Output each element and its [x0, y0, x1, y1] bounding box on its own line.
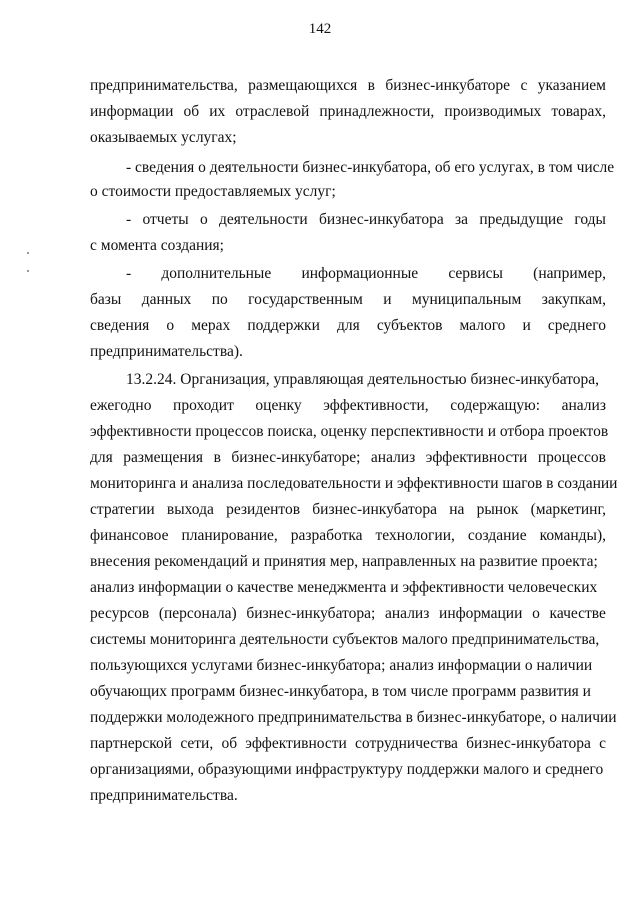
- text-line: [90, 316, 606, 336]
- text-line: [90, 76, 606, 96]
- word: указанием: [537, 77, 606, 94]
- text-line: с момента создания;: [90, 237, 224, 254]
- word: товарах,: [551, 103, 606, 120]
- text-line: о стоимости предоставляемых услуг;: [90, 183, 336, 200]
- word: данных: [141, 291, 192, 308]
- text-line: предпринимательства).: [90, 343, 243, 360]
- word: информации: [439, 605, 523, 622]
- text-line: [90, 526, 606, 546]
- word: в: [367, 77, 375, 94]
- word: финансовое: [90, 527, 169, 544]
- text-line: [90, 290, 606, 310]
- word: бизнес-инкубаторе: [385, 77, 511, 94]
- word: эффективности,: [323, 397, 429, 414]
- word: партнерской: [90, 735, 173, 752]
- word: сведения: [90, 317, 150, 334]
- text-line: [90, 604, 606, 624]
- word: сервисы: [448, 265, 503, 282]
- word: об: [183, 103, 200, 120]
- text-line: обучающих программ бизнес-инкубатора, в том числе программ развития и: [90, 683, 591, 700]
- word: бизнес-инкубатора: [312, 501, 437, 518]
- word: в: [213, 449, 221, 466]
- word: качестве: [549, 605, 606, 622]
- text-line: эффективности процессов поиска, оценку перспективности и отбора проектов: [90, 423, 609, 440]
- text-line: [90, 102, 606, 122]
- word: анализ: [385, 605, 430, 622]
- word: эффективности: [425, 449, 528, 466]
- word: информации: [90, 103, 174, 120]
- word: малого: [459, 317, 506, 334]
- word: базы: [90, 291, 122, 308]
- text-line: [126, 264, 606, 284]
- text-line: пользующихся услугами бизнес-инкубатора; анализ информации о наличии: [90, 657, 593, 674]
- word: о: [166, 317, 175, 334]
- word: создание: [467, 527, 527, 544]
- word: анализ: [370, 449, 416, 466]
- word: за: [455, 211, 469, 228]
- word: на: [449, 501, 465, 518]
- text-line: поддержки молодежного предпринимательства в бизнес-инкубаторе, о наличии: [90, 709, 617, 726]
- word: ежегодно: [90, 397, 152, 414]
- word: процессов: [537, 449, 606, 466]
- word: деятельности: [219, 211, 308, 228]
- word: команды),: [539, 527, 606, 544]
- word: анализ: [561, 397, 606, 414]
- word: размещения: [123, 449, 204, 466]
- word: оценку: [255, 397, 302, 414]
- word: размещающихся: [248, 77, 358, 94]
- word: о: [532, 605, 540, 622]
- word: отчеты: [142, 211, 189, 228]
- word: рынок: [476, 501, 519, 518]
- text-line: [90, 734, 606, 754]
- word: и: [522, 317, 531, 334]
- text-line: внесения рекомендаций и принятия мер, направленных на развитие проекта;: [90, 553, 598, 570]
- word: дополнительные: [161, 265, 272, 282]
- text-line: оказываемых услугах;: [90, 129, 237, 146]
- text-line: - сведения о деятельности бизнес-инкубатора, об его услугах, в том числе: [126, 159, 615, 176]
- word: бизнес-инкубатора;: [246, 605, 376, 622]
- text-line: [126, 210, 606, 230]
- word: годы: [574, 211, 606, 228]
- text-line: организациями, образующими инфраструктуру поддержки малого и среднего: [90, 761, 604, 778]
- word: резидентов: [226, 501, 301, 518]
- word: производимых: [444, 103, 542, 120]
- word: сети,: [180, 735, 214, 752]
- word: с: [599, 735, 606, 752]
- word: муниципальным: [411, 291, 522, 308]
- word: планирование,: [181, 527, 278, 544]
- word: бизнес-инкубаторе;: [231, 449, 361, 466]
- word: информационные: [301, 265, 419, 282]
- word: бизнес-инкубатора: [319, 211, 444, 228]
- text-line: анализ информации о качестве менеджмента и эффективности человеческих: [90, 579, 598, 596]
- scan-mark: [27, 252, 29, 254]
- word: -: [126, 265, 132, 282]
- word: поддержки: [247, 317, 320, 334]
- word: и: [383, 291, 392, 308]
- word: по: [211, 291, 228, 308]
- word: мерах: [191, 317, 231, 334]
- word: для: [336, 317, 360, 334]
- word: предпринимательства,: [90, 77, 238, 94]
- word: бизнес-инкубатора: [466, 735, 591, 752]
- word: их: [209, 103, 226, 120]
- word: субъектов: [376, 317, 443, 334]
- text-line: [90, 396, 606, 416]
- text-line: предпринимательства.: [90, 787, 238, 804]
- word: среднего: [547, 317, 606, 334]
- word: с: [520, 77, 528, 94]
- word: закупкам,: [541, 291, 606, 308]
- word: об: [221, 735, 238, 752]
- word: отраслевой: [235, 103, 310, 120]
- word: стратегии: [90, 501, 155, 518]
- word: технологии,: [375, 527, 455, 544]
- word: государственным: [248, 291, 363, 308]
- word: разработка: [290, 527, 363, 544]
- word: (например,: [533, 265, 606, 282]
- word: для: [90, 449, 113, 466]
- text-line: [90, 500, 606, 520]
- word: эффективности: [245, 735, 347, 752]
- word: проходит: [173, 397, 234, 414]
- text-line: мониторинга и анализа последовательности и эффективности шагов в создании: [90, 475, 618, 492]
- word: -: [126, 211, 132, 228]
- word: о: [199, 211, 208, 228]
- word: (маркетинг,: [530, 501, 606, 518]
- word: предыдущие: [479, 211, 564, 228]
- word: сотрудничества: [355, 735, 458, 752]
- text-line: 13.2.24. Организация, управляющая деятельностью бизнес-инкубатора,: [126, 371, 600, 388]
- scan-mark: [27, 270, 29, 272]
- text-line: системы мониторинга деятельности субъектов малого предпринимательства,: [90, 631, 600, 648]
- word: выхода: [166, 501, 214, 518]
- word: содержащую:: [450, 397, 541, 414]
- page-number: 142: [308, 21, 332, 37]
- word: ресурсов: [90, 605, 150, 622]
- word: принадлежности,: [319, 103, 435, 120]
- word: (персонала): [158, 605, 237, 622]
- text-line: [90, 448, 606, 468]
